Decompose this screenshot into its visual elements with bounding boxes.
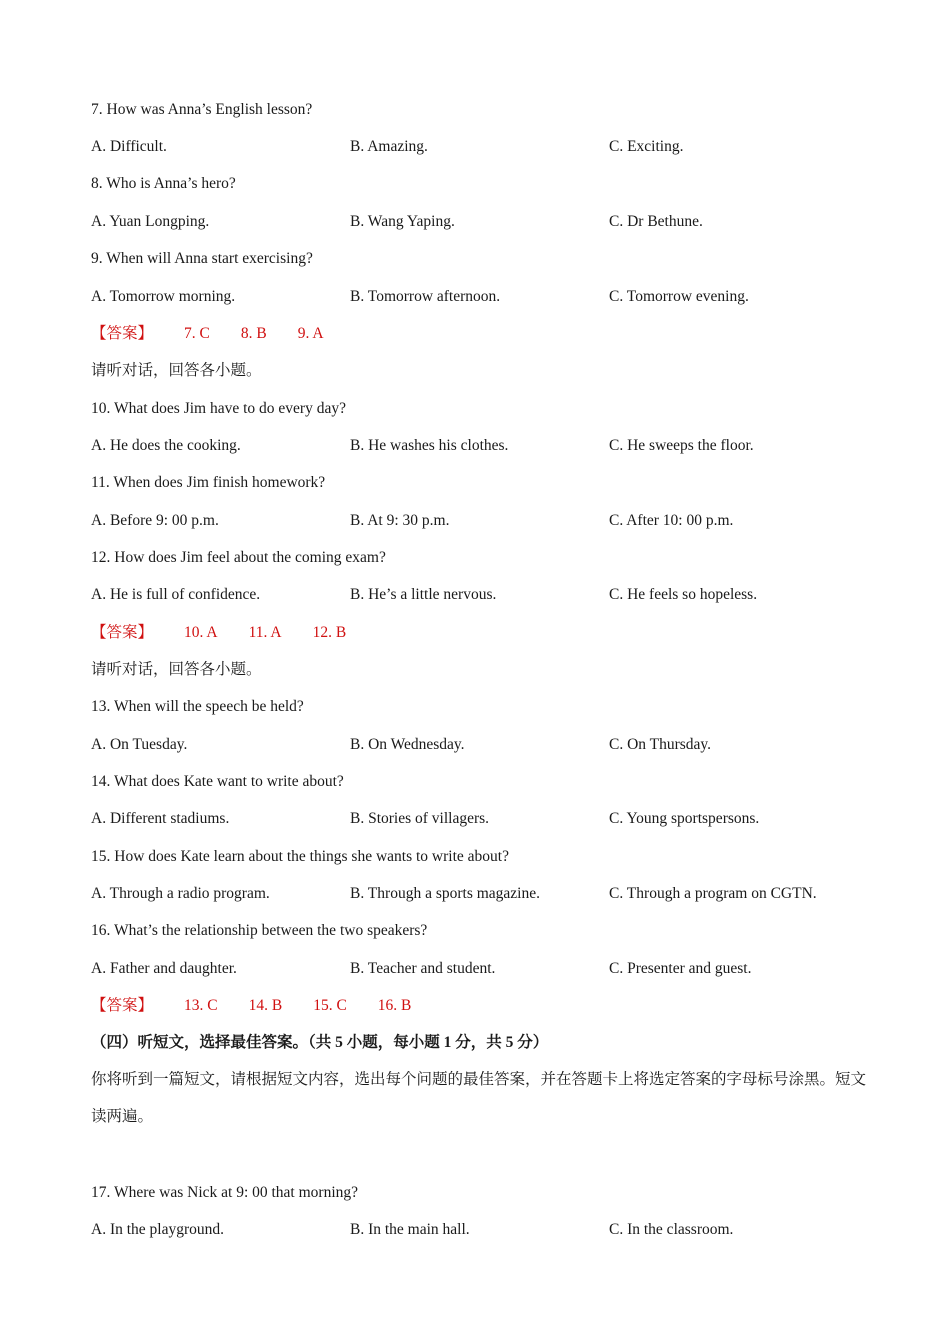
option-b: B. Amazing. — [350, 138, 428, 155]
answer-key-1 — [91, 324, 890, 344]
option-c: C. Exciting. — [609, 138, 684, 155]
option-a: A. In the playground. — [91, 1221, 225, 1238]
option-a: A. Tomorrow morning. — [91, 288, 236, 305]
answer-item: 8. B — [240, 325, 267, 342]
option-c: C. Presenter and guest. — [609, 960, 752, 977]
question-16: 16. What’s the relationship between the two speakers? — [91, 922, 428, 939]
answer-item: 15. C — [313, 997, 347, 1014]
answer-item: 12. B — [312, 624, 347, 641]
question-17: 17. Where was Nick at 9: 00 that morning? — [91, 1184, 359, 1201]
question-14: 14. What does Kate want to write about? — [91, 773, 344, 790]
question-9: 9. When will Anna start exercising? — [91, 250, 313, 267]
answer-item: 9. A — [297, 325, 324, 342]
answer-item: 13. C — [184, 997, 218, 1014]
option-a: A. Through a radio program. — [91, 885, 270, 902]
instruction: 请听对话，回答各小题。 — [91, 661, 262, 678]
option-a: A. Difficult. — [91, 138, 167, 155]
section-instruction: 你将听到一篇短文，请根据短文内容，选出每个问题的最佳答案，并在答题卡上将选定答案的字母标号涂黑。短文读两遍。 — [91, 1071, 867, 1125]
option-b: B. Wang Yaping. — [350, 213, 455, 230]
answer-key-3 — [91, 996, 890, 1016]
option-c: C. He sweeps the floor. — [609, 437, 754, 454]
question-13: 13. When will the speech be held? — [91, 698, 304, 715]
question-7: 7. How was Anna’s English lesson? — [91, 101, 313, 118]
option-c: C. He feels so hopeless. — [609, 586, 758, 603]
option-b: B. Through a sports magazine. — [350, 885, 540, 902]
option-a: A. Different stadiums. — [91, 810, 230, 827]
option-c: C. Dr Bethune. — [609, 213, 703, 230]
option-c: C. In the classroom. — [609, 1221, 734, 1238]
option-c: C. On Thursday. — [609, 736, 712, 753]
question-8: 8. Who is Anna’s hero? — [91, 175, 236, 192]
question-10: 10. What does Jim have to do every day? — [91, 400, 346, 417]
option-b: B. On Wednesday. — [350, 736, 465, 753]
option-a: A. He does the cooking. — [91, 437, 241, 454]
option-a: A. On Tuesday. — [91, 736, 188, 753]
option-b: B. In the main hall. — [350, 1221, 470, 1238]
option-c: C. Young sportspersons. — [609, 810, 760, 827]
answer-item: 10. A — [184, 624, 218, 641]
answer-item: 16. B — [377, 997, 412, 1014]
option-c: C. Through a program on CGTN. — [609, 885, 817, 902]
option-b: B. He washes his clothes. — [350, 437, 509, 454]
answer-item: 7. C — [184, 325, 210, 342]
option-b: B. Teacher and student. — [350, 960, 496, 977]
answer-label: 【答案】 — [91, 325, 154, 342]
question-12: 12. How does Jim feel about the coming exam? — [91, 549, 386, 566]
answer-label: 【答案】 — [91, 997, 154, 1014]
option-b: B. Stories of villagers. — [350, 810, 490, 827]
answer-key-2 — [91, 623, 890, 643]
answer-item: 14. B — [248, 997, 283, 1014]
answer-label: 【答案】 — [91, 624, 154, 641]
option-a: A. Yuan Longping. — [91, 213, 210, 230]
option-b: B. Tomorrow afternoon. — [350, 288, 501, 305]
option-b: B. At 9: 30 p.m. — [350, 512, 450, 529]
option-a: A. Father and daughter. — [91, 960, 237, 977]
answer-item: 11. A — [248, 624, 282, 641]
question-11: 11. When does Jim finish homework? — [91, 474, 326, 491]
section-heading: （四）听短文，选择最佳答案。（共 5 小题，每小题 1 分，共 5 分） — [91, 1034, 549, 1051]
option-b: B. He’s a little nervous. — [350, 586, 497, 603]
question-15: 15. How does Kate learn about the things she wants to write about? — [91, 848, 509, 865]
option-a: A. He is full of confidence. — [91, 586, 261, 603]
option-a: A. Before 9: 00 p.m. — [91, 512, 219, 529]
option-c: C. After 10: 00 p.m. — [609, 512, 734, 529]
option-c: C. Tomorrow evening. — [609, 288, 749, 305]
instruction: 请听对话，回答各小题。 — [91, 362, 262, 379]
